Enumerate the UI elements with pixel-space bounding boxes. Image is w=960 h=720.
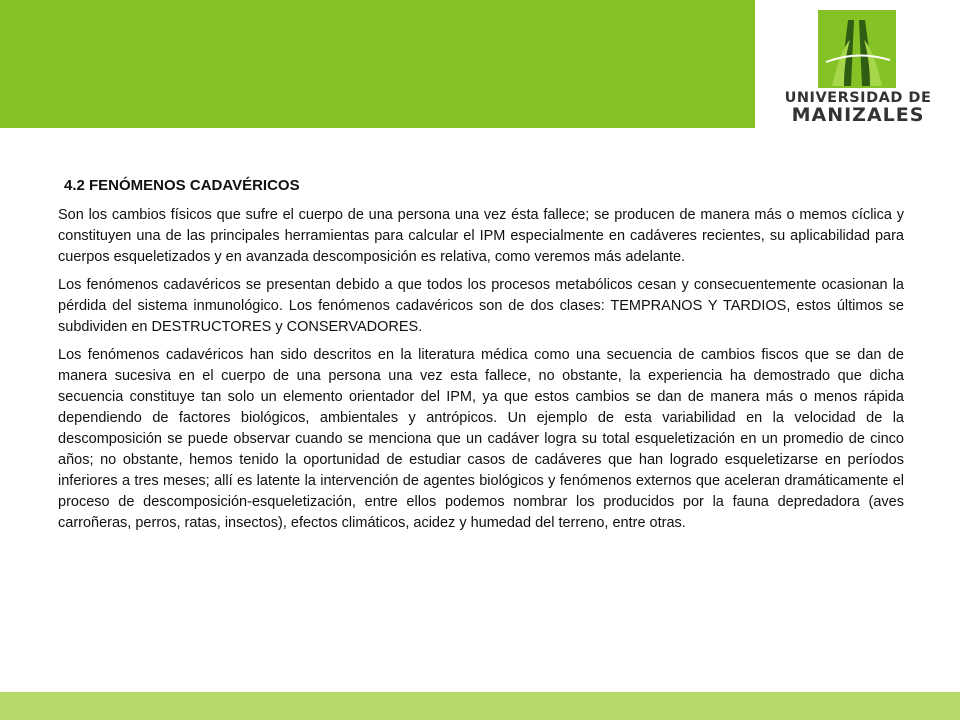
paragraph-definition: Son los cambios físicos que sufre el cuerpo de una persona una vez ésta fallece; se producen de manera más o memos cíclica y constituyen una de las principales herramientas para calcular el IPM especialmente en cadáveres recientes, su aplicabilidad para cuerpos esqueletizados y en avanzada descomposición es relativa, como veremos más adelante. — [58, 207, 904, 265]
section-body — [58, 205, 904, 541]
logo-text-line1: UNIVERSIDAD DE — [784, 90, 932, 106]
header-banner — [0, 0, 755, 128]
logo-text-line2: MANIZALES — [791, 104, 925, 126]
footer-bar — [0, 692, 960, 720]
section-title: 4.2 FENÓMENOS CADAVÉRICOS — [64, 177, 300, 194]
paragraph-variability: Los fenómenos cadavéricos han sido descritos en la literatura médica como una secuencia de cambios fiscos que se dan de manera sucesiva en el cuerpo de una persona una vez esta fallece, no obstante, la experiencia ha demostrado que dicha secuencia constituye tan solo un elemento orientador del IPM, ya que estos cambios se dan de manera más o menos rápida dependiendo de factores biológicos, ambientales y antrópicos. Un ejemplo de esta variabilidad en la velocidad de la descomposición se puede observar cuando se menciona que un cadáver logra su total esqueletización en un promedio de cinco años; no obstante, hemos tenido la oportunidad de estudiar casos de cadáveres que han logrado esqueletizarse en períodos inferiores a tres meses; allí es latente la intervención de agentes biológicos y fenómenos externos que aceleran dramáticamente el proceso de descomposición-esqueletización, entre ellos podemos nombrar los producidos por la fauna depredadora (aves carroñeras, perros, ratas, insectos), efectos climáticos, acidez y humedad del terreno, entre otras. — [58, 347, 904, 531]
university-logo — [768, 10, 948, 125]
university-emblem-icon — [818, 10, 896, 88]
paragraph-causes: Los fenómenos cadavéricos se presentan debido a que todos los procesos metabólicos cesan y consecuentemente ocasionan la pérdida del sistema inmunológico. Los fenómenos cadavéricos son de dos clases: TEMPRANOS Y TARDIOS, estos últimos se subdividen en DESTRUCTORES y CONSERVADORES. — [58, 277, 904, 335]
